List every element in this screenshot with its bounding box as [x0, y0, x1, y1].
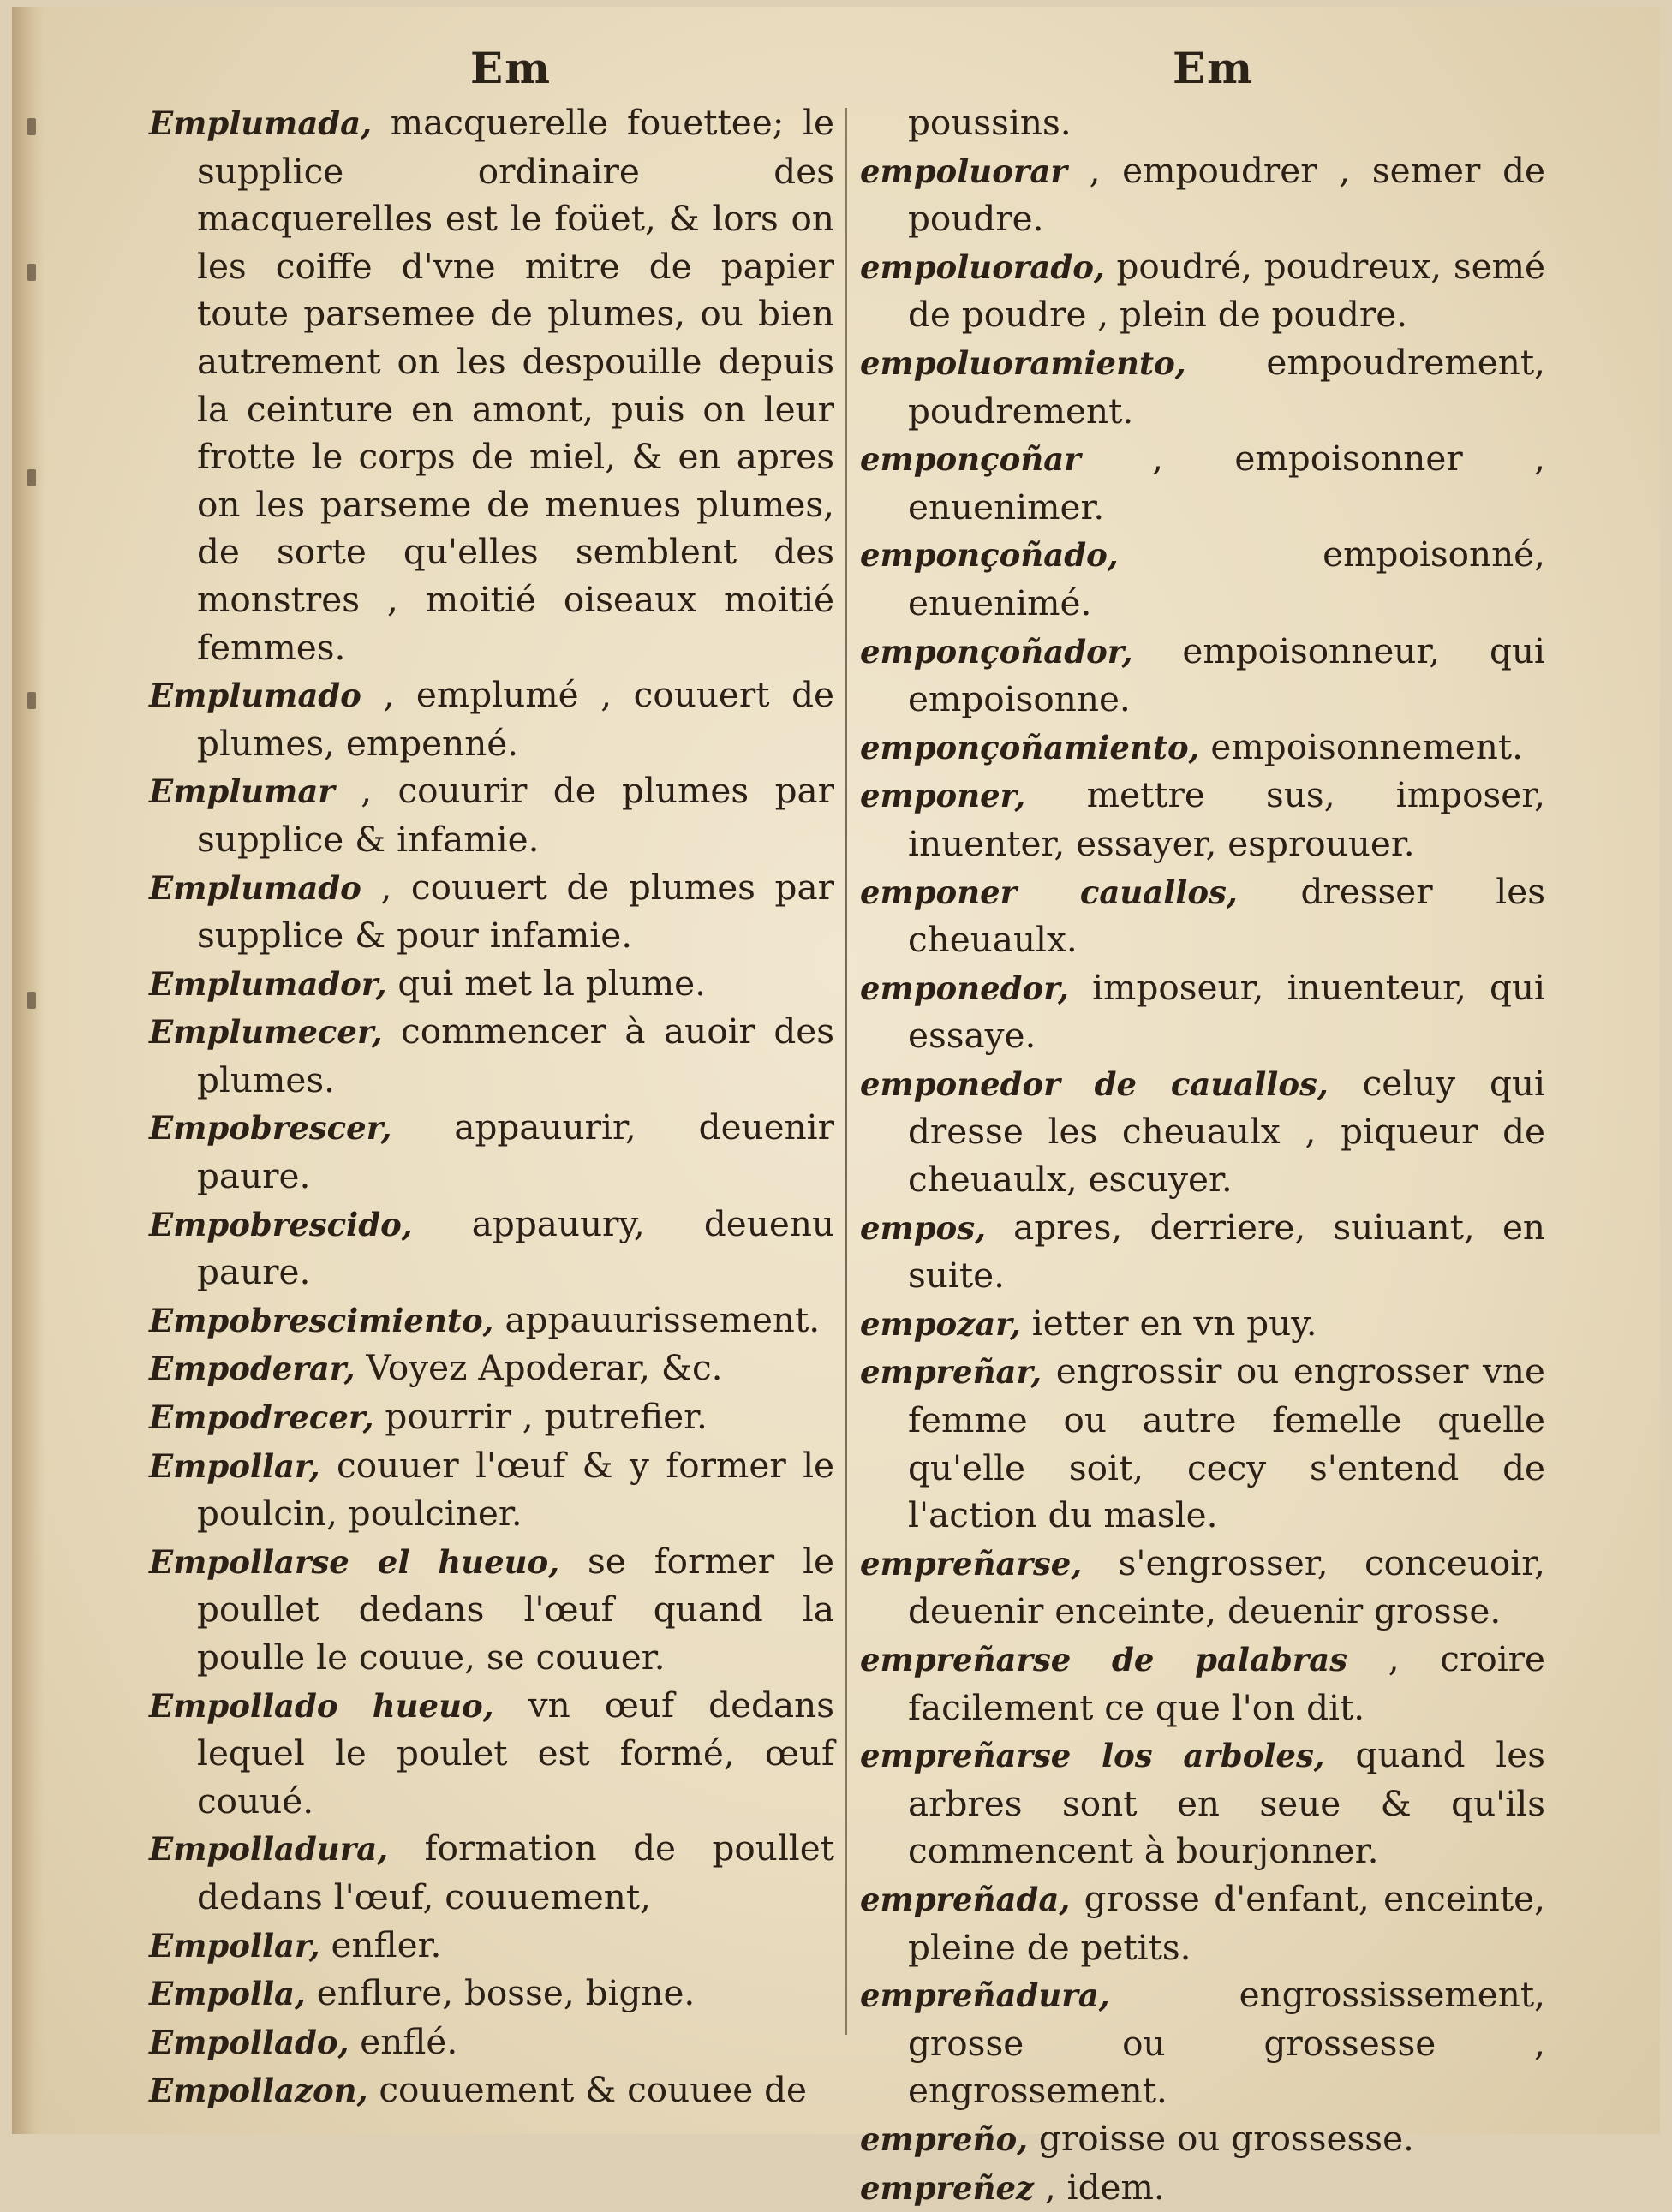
entry-headword: Empollado,	[149, 2023, 349, 2061]
entry-definition: apres, derriere, suiuant, en suite.	[908, 1206, 1545, 1297]
entry-definition: empoisonnement.	[1199, 725, 1523, 767]
dictionary-entry	[149, 99, 834, 671]
page-gutter-edge	[12, 7, 45, 2134]
entry-headword: empreñarse,	[860, 1544, 1083, 1583]
entry-headword: emponer,	[860, 777, 1026, 815]
entry-headword: empos,	[860, 1208, 986, 1247]
dictionary-entry	[860, 1540, 1545, 1636]
dictionary-entry	[860, 724, 1545, 772]
running-head-left: Em	[470, 43, 552, 93]
entry-headword: Emplumecer,	[149, 1013, 383, 1052]
entry-definition: commencer à auoir des plumes.	[197, 1011, 834, 1100]
entry-headword: Empobrescimiento,	[149, 1301, 494, 1339]
entry-headword: empoluoramiento,	[860, 343, 1186, 382]
entry-headword: Emplumada,	[149, 104, 373, 142]
entry-headword: emponçoñamiento,	[860, 728, 1200, 766]
entry-headword: Emplumado	[149, 868, 361, 907]
dictionary-entry	[149, 1393, 834, 1442]
entry-definition: , couurir de plumes par supplice & infamie.	[197, 770, 834, 860]
dictionary-entry	[860, 964, 1545, 1060]
entry-headword: Empollar,	[149, 1446, 320, 1485]
margin-ink-mark	[27, 264, 36, 281]
dictionary-entry	[149, 2018, 834, 2067]
entry-definition: enflure, bosse, bigne.	[305, 1972, 696, 2014]
entry-headword: Empollarse el hueuo,	[149, 1542, 560, 1581]
entry-definition: empoudrement, poudrement.	[908, 341, 1545, 432]
dictionary-entry	[149, 1344, 834, 1393]
dictionary-entry	[149, 1682, 834, 1826]
dictionary-entry	[860, 243, 1545, 339]
dictionary-entry	[149, 1825, 834, 1921]
entry-headword: emponer cauallos,	[860, 873, 1238, 911]
entry-headword: Empolladura,	[149, 1830, 389, 1869]
dictionary-entry	[860, 435, 1545, 531]
dictionary-entry	[149, 1008, 834, 1104]
dictionary-entry	[860, 1348, 1545, 1539]
entry-definition: quand les arbres sont en seue & qu'ils commencent à bourjonner.	[908, 1734, 1545, 1872]
entry-definition: engrossissement, grosse ou grossesse , engrossement.	[908, 1974, 1545, 2112]
dictionary-entry	[149, 1970, 834, 2018]
entry-headword: Empollado hueuo,	[149, 1686, 494, 1725]
column-divider	[845, 108, 847, 2035]
entry-definition: dresser les cheuaulx.	[908, 870, 1546, 961]
entry-definition: , empoisonner , enuenimer.	[908, 438, 1545, 528]
margin-ink-mark	[27, 992, 36, 1009]
entry-headword: emponçoñar	[860, 440, 1081, 479]
entry-definition: empoisonné, enuenimé.	[908, 534, 1545, 623]
running-head-right: Em	[1173, 43, 1255, 93]
dictionary-entry	[149, 864, 834, 960]
entry-definition: poudré, poudreux, semé de poudre , plein de poudre.	[908, 245, 1545, 336]
entry-definition: ietter en vn puy.	[1020, 1302, 1317, 1344]
dictionary-entry	[860, 147, 1545, 243]
entry-definition: appauury, deuenu paure.	[197, 1202, 834, 1293]
entry-headword: empreñadura,	[860, 1976, 1110, 2015]
entry-definition: engrossir ou engrosser vne femme ou autre femelle quelle qu'elle soit, cecy s'entend de l'action du masle.	[908, 1350, 1545, 1536]
entry-headword: Emplumado	[149, 677, 361, 715]
entry-definition: , idem.	[1034, 2166, 1165, 2208]
entry-headword: emponçoñador,	[860, 632, 1133, 671]
entry-definition: enflé.	[349, 2020, 458, 2062]
entry-headword: empreño,	[860, 2120, 1029, 2158]
dictionary-entry	[860, 1971, 1545, 2115]
entry-headword: Emplumador,	[149, 964, 387, 1003]
dictionary-entry	[860, 1732, 1545, 1875]
right-column	[860, 99, 1545, 2212]
entry-headword: empreñarse de palabras	[860, 1641, 1348, 1678]
entry-headword: empoluorado,	[860, 247, 1105, 286]
dictionary-entry	[860, 1875, 1545, 1971]
entry-headword: Empoderar,	[149, 1350, 355, 1388]
entry-headword: emponçoñado,	[860, 536, 1119, 575]
entry-headword: emponedor de cauallos,	[860, 1064, 1329, 1103]
entry-headword: empreñada,	[860, 1880, 1071, 1918]
book-page	[12, 7, 1660, 2208]
entry-headword: empreñar,	[860, 1353, 1042, 1392]
entry-definition: empoisonneur, qui empoisonne.	[908, 629, 1545, 720]
entry-definition: qui met la plume.	[386, 962, 706, 1004]
margin-ink-mark	[27, 469, 36, 486]
entry-definition: imposeur, inuenteur, qui essaye.	[908, 966, 1545, 1057]
dictionary-entry	[860, 2115, 1545, 2164]
entry-definition: pourrir , putrefier.	[373, 1396, 708, 1438]
entry-definition: enfler.	[319, 1923, 442, 1965]
entry-headword: Empollazon,	[149, 2072, 368, 2110]
left-column	[149, 99, 834, 2115]
dictionary-entry	[149, 1297, 834, 1345]
entry-definition: , emplumé , couuert de plumes, empenné.	[197, 674, 834, 764]
entry-definition: s'engrosser, conceuoir, deuenir enceinte, deuenir grosse.	[908, 1541, 1545, 1632]
dictionary-entry	[149, 767, 834, 863]
entry-headword: empozar,	[860, 1304, 1021, 1343]
entry-definition: mettre sus, imposer, inuenter, essayer, esprouuer.	[908, 774, 1545, 864]
dictionary-entry	[149, 1442, 834, 1538]
entry-definition: formation de poullet dedans l'œuf, couuement,	[197, 1827, 834, 1917]
entry-headword: Empodrecer,	[149, 1398, 374, 1437]
entry-definition: grosse d'enfant, enceinte, pleine de petits.	[908, 1877, 1545, 1968]
dictionary-entry	[149, 1922, 834, 1971]
entry-definition: appauurissement.	[493, 1298, 821, 1340]
margin-ink-mark	[27, 118, 36, 135]
entry-headword: empreñarse los arboles,	[860, 1737, 1325, 1775]
dictionary-entry	[860, 1636, 1545, 1732]
dictionary-entry	[860, 531, 1545, 627]
margin-ink-mark	[27, 692, 36, 709]
dictionary-entry	[860, 1204, 1545, 1300]
dictionary-entry	[860, 628, 1545, 724]
dictionary-entry	[149, 1104, 834, 1200]
dictionary-entry	[860, 2164, 1545, 2212]
dictionary-entry	[149, 1201, 834, 1297]
entry-headword: Empollar,	[149, 1926, 320, 1965]
entry-definition: poussins.	[908, 102, 1072, 143]
dictionary-entry	[149, 1538, 834, 1682]
entry-headword: empoluorar	[860, 152, 1067, 190]
dictionary-entry	[149, 2066, 834, 2115]
entry-definition: groisse ou grossesse.	[1028, 2117, 1414, 2159]
entry-definition: Voyez Apoderar, &c.	[355, 1347, 723, 1389]
entry-headword: empreñez	[860, 2168, 1035, 2207]
entry-definition: vn œuf dedans lequel le poulet est formé, œuf couué.	[197, 1684, 834, 1821]
entry-definition: se former le poullet dedans l'œuf quand la poulle le couue, se couuer.	[197, 1540, 834, 1678]
dictionary-entry	[860, 772, 1545, 868]
dictionary-entry	[860, 99, 1545, 147]
entry-definition: celuy qui dresse les cheuaulx , piqueur de cheuaulx, escuyer.	[908, 1062, 1545, 1201]
entry-headword: Empobrescido,	[149, 1205, 413, 1243]
entry-headword: Empolla,	[149, 1975, 306, 2013]
entry-definition: macquerelle fouettee; le supplice ordinaire des macquerelles est le foüet, & lors on les coiffe d'vne mitre de papier toute parsemee de plumes, ou bien autrement on les despouille depuis la ceinture en amont, puis on leur frotte le corps de miel, & en apres on les parseme de menues plumes, de sorte qu'elles semblent des monstres , moitié oiseaux moitié femmes.	[197, 102, 834, 668]
entry-definition: couuement & couuee de	[367, 2069, 808, 2111]
entry-definition: , croire facilement ce que l'on dit.	[908, 1638, 1545, 1728]
entry-definition: , couuert de plumes par supplice & pour infamie.	[197, 866, 834, 957]
entry-headword: Emplumar	[149, 772, 335, 811]
dictionary-entry	[860, 868, 1545, 964]
dictionary-entry	[149, 671, 834, 767]
dictionary-entry	[860, 339, 1545, 435]
entry-definition: appauurir, deuenir paure.	[197, 1106, 834, 1197]
entry-definition: couuer l'œuf & y former le poulcin, poulciner.	[197, 1444, 834, 1535]
entry-headword: Empobrescer,	[149, 1109, 392, 1148]
dictionary-entry	[860, 1060, 1545, 1204]
dictionary-entry	[149, 960, 834, 1009]
entry-definition: , empoudrer , semer de poudre.	[908, 149, 1545, 240]
entry-headword: emponedor,	[860, 969, 1069, 1007]
dictionary-entry	[860, 1300, 1545, 1349]
